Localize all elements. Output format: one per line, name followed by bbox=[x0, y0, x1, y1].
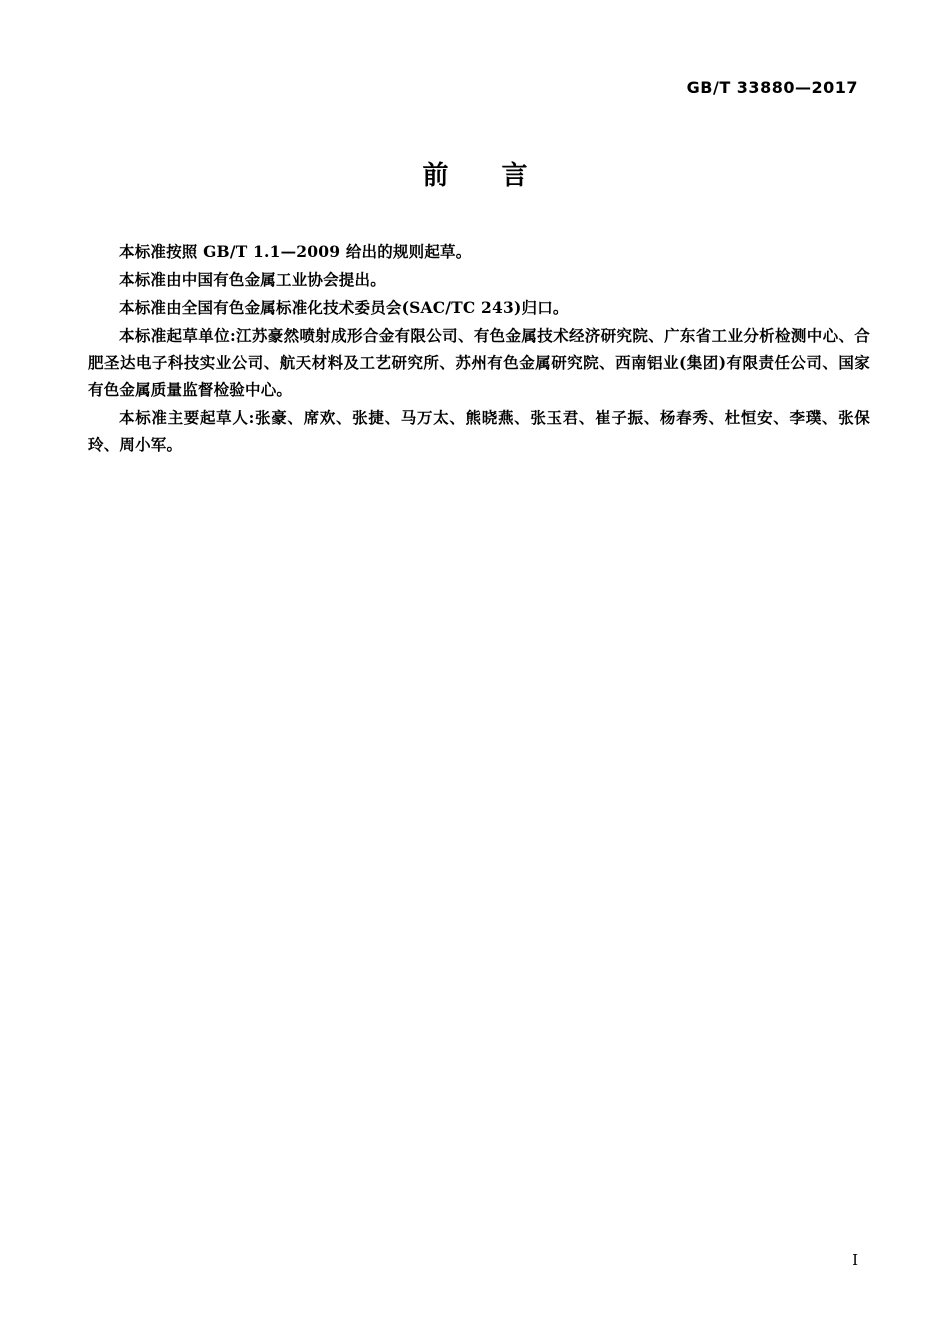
paragraph: 本标准由中国有色金属工业协会提出。 bbox=[119, 270, 386, 289]
page-title: 前 言 bbox=[422, 161, 550, 191]
standard-code-header: GB/T 33880—2017 bbox=[686, 78, 858, 97]
paragraph: 本标准按照 GB/T 1.1—2009 给出的规则起草。 bbox=[119, 242, 472, 261]
paragraph: 本标准由全国有色金属标准化技术委员会(SAC/TC 243)归口。 bbox=[119, 298, 569, 317]
page-number: I bbox=[852, 1251, 858, 1269]
foreword-body bbox=[88, 238, 870, 459]
paragraph: 本标准起草单位:江苏豪然喷射成形合金有限公司、有色金属技术经济研究院、广东省工业分析检测中心、合肥圣达电子科技实业公司、航天材料及工艺研究所、苏州有色金属研究院、西南铝业(集团)有限责任公司、国家有色金属质量监督检验中心。 bbox=[88, 326, 870, 399]
paragraph: 本标准主要起草人:张豪、席欢、张捷、马万太、熊晓燕、张玉君、崔子振、杨春秀、杜恒安、李璞、张保玲、周小军。 bbox=[88, 408, 870, 454]
